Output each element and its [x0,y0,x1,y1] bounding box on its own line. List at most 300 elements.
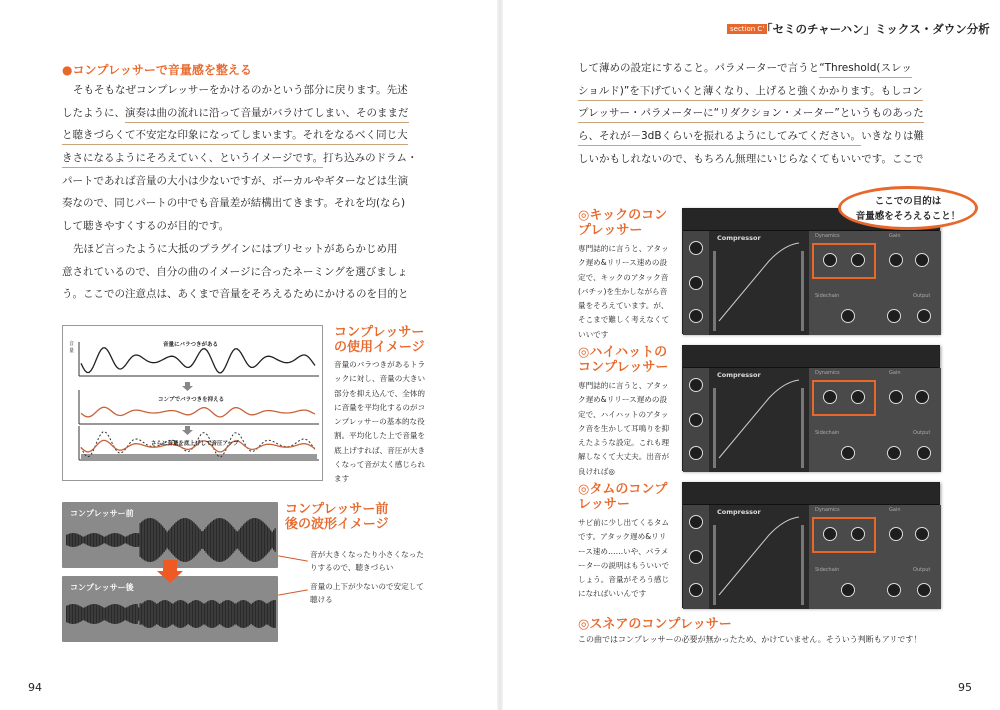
knob-icon [689,309,703,323]
waveform-bar [266,525,267,555]
waveform-bar [129,535,130,546]
speech-bubble [838,186,978,230]
waveform-bar [89,534,90,546]
waveform-bar [149,518,150,562]
waveform-bar [221,518,222,562]
waveform-bar [132,533,133,546]
waveform-bar [246,521,247,558]
plugin-controls [809,505,941,609]
plugin-input-panel [683,231,709,335]
waveform-bar [221,603,222,625]
waveform-bar [117,604,118,623]
section-text: サビ前に少し出てくるタムです。アタック遅め&リリース速め……いや、パラメーターの説明はもういいでしょう。音量がそろう感じになればいいんです [578,518,670,599]
diagram-caption [334,325,429,487]
waveform-bar [137,604,138,624]
waveform-bar [153,602,154,627]
plugin-input-panel [683,505,709,609]
waveform-bar [126,536,127,543]
waveform-bar [240,601,241,628]
diagram-label: コンプでバラつきを抑える [158,397,225,403]
knob-icon [689,413,703,427]
knob-icon [887,583,901,597]
waveform-bar [249,519,250,560]
waveform-bar [123,607,124,621]
waveform-bar [165,600,166,628]
section-heading: ●コンプレッサーで音量感を整える [62,63,252,77]
waveform-bar [74,533,75,547]
section-label: Output [913,293,931,299]
waveform-bar [144,520,145,561]
waveform-bar [227,521,228,559]
waveform-bar [140,603,141,625]
waveform-bar [264,602,265,625]
waveform-bar [134,604,135,624]
highlight-box [812,517,876,553]
waveform-bar [105,607,106,620]
waveform-bar [117,533,118,546]
waveform-bar [237,531,238,548]
waveform-bar [66,535,67,546]
waveform-bar [203,603,204,624]
plugin-title: Compressor [717,234,761,242]
knob-icon [915,390,929,404]
text-line: プレッサー・パラメーターに“リダクション・メーター”というものあった [578,103,958,126]
waveform-bar [69,534,70,547]
waveform-bar [197,526,198,554]
waveform-bar [132,604,133,623]
knob-icon [689,276,703,290]
highlight-box [812,243,876,279]
waveform-bar [135,533,136,547]
waveform-bar [110,605,111,623]
waveform-bar [246,601,247,627]
waveform-bar [98,605,99,624]
waveform-bar [273,600,274,628]
waveform-bar [95,604,96,624]
waveform-bar [200,601,201,627]
text-line: きさになるようにそろえていく、というイメージです。打ち込みのドラム・ [62,148,432,171]
waveform-bar [80,535,81,545]
section-label: Sidechain [815,567,840,573]
down-arrow-icon [182,426,193,435]
waveform-label: コンプレッサー後 [70,583,134,592]
waveform-bar [224,519,225,561]
section-label: Dynamics [815,233,840,239]
waveform-bar [159,523,160,557]
wave-line [81,407,315,417]
waveform-bar [141,604,142,625]
waveform-bar [158,603,159,625]
waveform-bar [177,521,178,559]
section-title: ◎タムのコンプレッサー [578,482,668,512]
waveform-bar [234,529,235,551]
waveform-bar [170,602,171,626]
waveform-bar [143,602,144,625]
plugin-toolbar [683,483,939,505]
waveform-bar [108,606,109,623]
waveform-bar [204,603,205,624]
waveform-bar [185,602,186,627]
waveform-bar [107,535,108,544]
waveform-bar [258,600,259,628]
waveform-bar [138,533,139,546]
waveform-bar [206,602,207,625]
text-line: と聴きづらくて不安定な印象になってしまいます。それをなるべく同じ大 [62,125,432,148]
waveform-bar [129,606,130,623]
waveform-bar [177,601,178,628]
waveform-bar [189,519,190,560]
waveform-bar [173,525,174,555]
waveform-bar [120,605,121,622]
waveform-bar [236,531,237,550]
text-line: パートであれば音量の大小は少ないですが、ボーカルやギターなどは生演 [62,174,409,187]
waveform-bar [152,518,153,561]
waveform-bar [168,601,169,627]
waveform-bar [270,530,271,550]
waveform-bar [114,604,115,624]
waveform-bar [243,600,244,628]
transfer-curve-graph [709,368,809,472]
waveform-bar [108,535,109,546]
knob-icon [889,527,903,541]
plugin-controls [809,368,941,472]
section-title: ◎ハイハットのコンプレッサー [578,345,669,375]
waveform-bar [122,535,123,545]
waveform-bar [113,604,114,624]
knob-icon [841,583,855,597]
waveform-bar [186,603,187,626]
waveform-bar [96,604,97,623]
knob-icon [915,527,929,541]
waveform-bar [156,520,157,559]
waveform-bar [209,524,210,556]
waveform-bar [188,604,189,624]
waveform-bar [255,518,256,562]
waveform-bar [218,518,219,562]
waveform-bar [147,518,148,561]
caption-text: 音量のバラつきがあるトラックに対し、音量の大きい部分を抑え込んで、全体的に音量を平均化するのがコンプレッサーの基本的な役割。平均化した上で音量を底上げすれば、音圧が大きくなって音が太く感じられます [334,360,426,484]
waveform-bar [252,518,253,562]
waveform-bar [119,605,120,624]
waveform-bar [198,528,199,553]
waveform-bar [75,533,76,546]
waveform-bar [267,527,268,554]
waveform-bar [101,535,102,545]
waveform-bar [192,521,193,558]
waveform-bar [212,600,213,628]
waveform-bar [87,606,88,623]
waveform-bar [170,529,171,552]
waveform-bar [237,602,238,625]
waveform-bar [275,600,276,628]
waveform-bar [197,600,198,628]
waveform-bar [198,600,199,627]
waveform-bar [180,519,181,561]
waveform-bar [74,604,75,624]
waveform-bar [93,533,94,547]
plugin-toolbar [683,346,939,368]
waveform-bar [191,602,192,626]
waveform-bar [105,536,106,543]
section-label: Gain [889,507,901,513]
waveform-bar [176,601,177,626]
knob-icon [887,309,901,323]
plugin-controls [809,231,941,335]
waveform-bar [96,533,97,546]
waveform-bar [104,537,105,543]
waveform-bar [243,524,244,555]
waveform-bar [183,518,184,562]
diagram-label: さらに音量を底上げして音圧アップ [151,441,239,447]
section-title: 「セミのチャーハン」ミックス・ダウン分析 [761,22,990,36]
waveform-bar [77,534,78,547]
waveform-bar [128,606,129,621]
plugin-input-panel [683,368,709,472]
waveform-bar [216,602,217,627]
waveform-bar [93,604,94,624]
waveform-bar [134,533,135,547]
waveform-bar [164,528,165,552]
section-text: 専門誌的に言うと、アタック遅め&リリース速めの設定で、キックのアタック音(バチッ)を生かしながら音量をそろえています。が、そこまで難しく考えなくていいです [578,244,670,339]
waveform-bar [249,603,250,625]
waveform-bar [219,604,220,624]
waveform-graphic [62,576,278,642]
waveform-bar [261,521,262,560]
knob-icon [689,515,703,529]
waveform-bar [212,521,213,559]
waveform-bar [218,603,219,625]
waveform-bar [83,537,84,544]
waveform-bar [114,533,115,547]
text-line: 先ほど言ったように大抵のプラグインにはプリセットがあらかじめ用 [73,242,398,255]
waveform-bar [186,518,187,562]
waveform-bar [215,519,216,561]
waveform-bar [111,533,112,546]
waveform-bar [138,607,139,620]
waveform-bar [263,522,264,558]
waveform-bar [273,530,274,550]
right-body-text [578,58,958,171]
section-label: Gain [889,370,901,376]
attack-knob-icon [823,527,837,541]
waveform-bar [210,522,211,557]
waveform-bar [206,527,207,553]
waveform-bar [156,604,157,624]
waveform-bar [116,533,117,547]
waveform-bar [77,605,78,624]
waveform-bar [143,521,144,560]
waveform-bar [224,601,225,627]
waveform-bar [251,604,252,624]
waveform-bar [242,526,243,554]
waveform-bar [119,534,120,547]
waveform-bar [213,600,214,628]
page-number: 94 [28,681,42,694]
waveform-bar [161,601,162,627]
waveform-bar [125,608,126,620]
waveform-bar [275,528,276,552]
pointer-line [278,555,308,561]
waveform-bar [68,605,69,623]
waveform-note: 音が大きくなったり小さくなったりするので、聴きづらい [310,550,424,572]
curve-icon [709,368,809,472]
waveform-bar [92,533,93,547]
text-line: しいかもしれないので、もちろん無理にいじらなくてもいいです。ここで [578,152,924,165]
waveform-bar [165,530,166,550]
waveform-bar [86,536,87,545]
waveform-bar [111,604,112,623]
waveform-bar [146,519,147,561]
text-line: して聴きやすくするのが目的です。 [62,220,230,233]
waveform-bar [155,520,156,561]
text-line: ショルド)”を下げていくと薄くなり、上げると強くかかります。もしコン [578,81,958,104]
waveform-after [62,576,278,642]
axis-label: 音量 [69,341,75,354]
knob-icon [915,253,929,267]
waveform-bar [228,522,229,557]
waveform-bar [231,525,232,554]
text-line: したように、演奏は曲の流れに沿って音量がバラけてしまい、そのままだ [62,103,432,126]
waveform-bar [101,606,102,622]
waveform-before [62,502,278,568]
waveform-bar [161,525,162,556]
waveform-bar [225,520,226,560]
waveform-bar [260,600,261,628]
knob-icon [917,583,931,597]
waveform-bar [99,534,100,545]
waveform-bar [137,533,138,547]
waveform-bar [179,520,180,560]
waveform-bar [150,518,151,562]
waveform-bar [102,607,103,621]
waveform-bar [222,518,223,561]
waveform-bar [195,600,196,628]
waveform-bar [107,606,108,621]
waveform-bar [95,533,96,547]
attack-knob-icon [823,253,837,267]
waveform-bar [176,522,177,558]
text-line: そもそもなぜコンプレッサーをかけるのかという部分に戻ります。先述 [73,84,408,96]
waveform-bar [230,524,231,557]
waveform-bar [272,532,273,548]
waveform-bar [84,536,85,543]
pointer-line [278,589,308,595]
waveform-title: コンプレッサー前後の波形イメージ [285,502,389,532]
text-line: う。ここでの注意点は、あくまで音量をそろえるためにかけるのを目的と [62,288,409,301]
waveform-bar [174,523,175,556]
waveform-bar [266,603,267,624]
waveform-bar [239,530,240,551]
waveform-bar [75,604,76,623]
waveform-bar [83,608,84,621]
waveform-bar [131,605,132,623]
waveform-bar [270,601,271,627]
waveform-bar [204,529,205,551]
knob-icon [689,378,703,392]
transfer-curve-graph [709,505,809,609]
waveform-bar [201,602,202,626]
waveform-bar [258,519,259,561]
waveform-bar [239,601,240,626]
waveform-bar [72,604,73,624]
waveform-bar [195,524,196,556]
waveform-bar [80,606,81,622]
waveform-bar [171,527,172,554]
bubble-line: ここでの目的は [874,196,942,207]
waveform-bar [81,607,82,621]
waveform-bar [272,601,273,628]
waveform-bar [213,520,214,560]
waveform-bar [267,603,268,624]
waveform-bar [215,601,216,627]
waveform-bar [207,525,208,554]
section-label: Gain [889,233,901,239]
waveform-bar [144,601,145,626]
waveform-bar [189,603,190,625]
waveform-bar [72,533,73,547]
text-line: ら、それが－3dBくらいを振れるようにしてみてください。いきなりは難 [578,126,958,149]
waveform-bar [182,518,183,561]
waveform-bar [90,534,91,547]
waveform-bar [260,520,261,561]
waveform-bar [248,602,249,627]
knob-icon [917,446,931,460]
waveform-bar [185,518,186,562]
compressor-plugin-screenshot [682,482,940,608]
waveform-bar [162,526,163,554]
section-label: Output [913,430,931,436]
waveform-bar [230,601,231,628]
curve-icon [709,505,809,609]
waveform-bar [174,602,175,625]
waveform-bar [167,600,168,627]
waveform-bar [240,528,241,553]
waveform-bar [120,534,121,545]
waveform-bar [135,604,136,624]
waveform-bar [164,600,165,628]
down-arrow-icon [182,382,193,391]
transfer-curve-graph [709,231,809,335]
diagram-label: 音量にバラつきがある [163,342,219,348]
waveform-bar [257,518,258,561]
text-line: 奏なので、同じパートの中でも音量差が結構出てきます。それを均(なら) [62,197,406,210]
down-arrow-head-icon [157,571,183,583]
waveform-bar [167,532,168,549]
release-knob-icon [851,527,865,541]
waveform-bar [188,519,189,562]
knob-icon [889,390,903,404]
knob-icon [689,446,703,460]
waveform-bar [90,605,91,624]
section-label: Dynamics [815,370,840,376]
knob-icon [689,241,703,255]
waveform-bar [255,601,256,627]
plugin-title: Compressor [717,371,761,379]
waveform-bar [128,535,129,544]
waveform-bar [222,602,223,626]
bubble-line: 音量感をそろえること！ [855,211,961,222]
waveform-bar [78,605,79,622]
knob-icon [689,583,703,597]
waveform-bar [201,531,202,549]
attack-knob-icon [823,390,837,404]
waveform-bar [159,602,160,626]
waveform-bar [123,536,124,544]
waveform-bar [99,605,100,622]
waveform-label: コンプレッサー前 [70,509,134,518]
waveform-bar [252,603,253,625]
waveform-bar [261,601,262,628]
